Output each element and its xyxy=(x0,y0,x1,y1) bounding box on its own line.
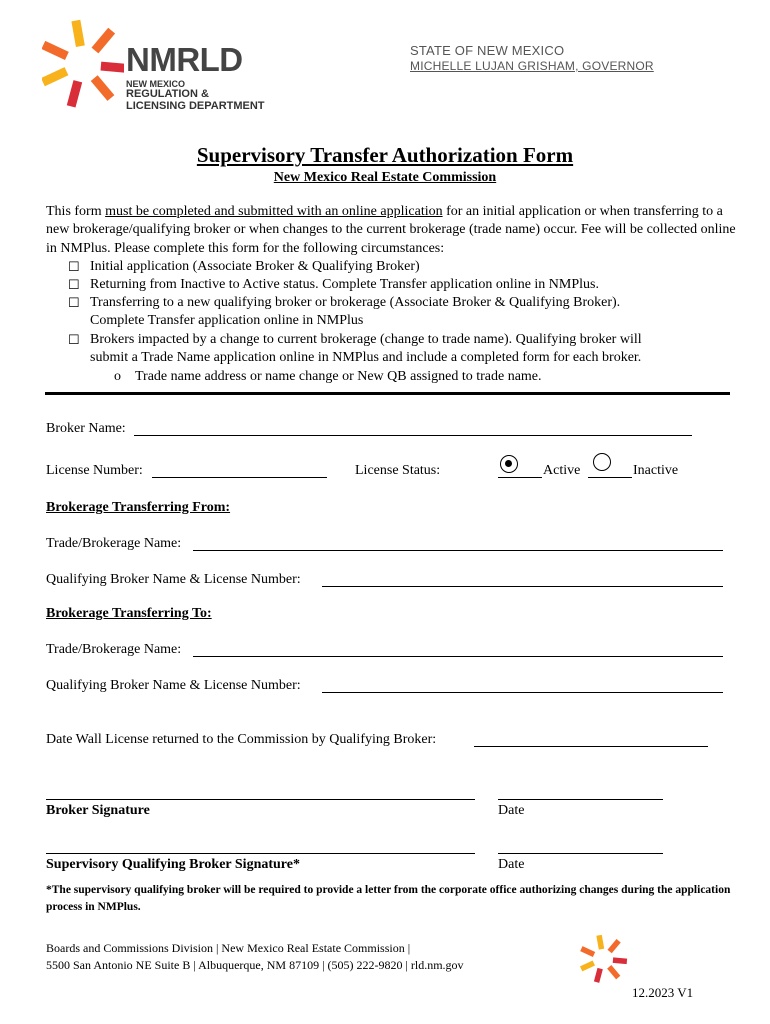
footer-line-2: 5500 San Antonio NE Suite B | Albuquerque, NM 87109 | (505) 222-9820 | rld.nm.gov xyxy=(46,958,464,972)
logo-wordmark: NMRLD xyxy=(126,41,243,78)
active-label: Active xyxy=(543,463,581,478)
to-qb-label: Qualifying Broker Name & License Number: xyxy=(46,678,301,693)
license-status-label: License Status: xyxy=(355,463,441,478)
dept-line-3: LICENSING DEPARTMENT xyxy=(126,100,265,112)
inactive-label: Inactive xyxy=(633,463,679,478)
footer-address xyxy=(46,940,464,974)
broker-name-input[interactable] xyxy=(134,435,692,436)
intro-paragraph: This form must be completed and submitted with an online application for an initial application or when transferring to a new brokerage/qualifying broker or when changes to the current brokerage (trade name) occur. Fee will be collected online in NMPlus. Please complete this form for the following circumstances: xyxy=(46,204,736,256)
wall-license-input[interactable] xyxy=(474,746,708,747)
list-item: Returning from Inactive to Active status. Complete Transfer application online in NMPlus. xyxy=(90,277,599,292)
list-item: Complete Transfer application online in NMPlus xyxy=(90,313,364,328)
checkbox-2[interactable]: ☐ xyxy=(68,277,80,292)
checkbox-1[interactable]: ☐ xyxy=(68,259,80,274)
to-trade-input[interactable] xyxy=(193,656,723,657)
to-heading: Brokerage Transferring To: xyxy=(46,606,212,621)
qb-date-line[interactable] xyxy=(498,853,663,854)
inactive-radio[interactable] xyxy=(593,453,611,471)
radio-selected-dot xyxy=(505,460,512,467)
state-heading: STATE OF NEW MEXICO xyxy=(410,43,565,58)
active-blank xyxy=(498,477,542,478)
form-title: Supervisory Transfer Authorization Form xyxy=(196,143,574,167)
footer-line-1: Boards and Commissions Division | New Mexico Real Estate Commission | xyxy=(46,941,411,955)
active-radio[interactable] xyxy=(500,455,518,473)
wall-license-label: Date Wall License returned to the Commission by Qualifying Broker: xyxy=(46,732,437,747)
date-label: Date xyxy=(498,857,525,872)
from-heading: Brokerage Transferring From: xyxy=(46,500,231,515)
from-trade-input[interactable] xyxy=(193,550,723,551)
license-number-input[interactable] xyxy=(152,477,327,478)
governor-heading: MICHELLE LUJAN GRISHAM, GOVERNOR xyxy=(410,59,654,73)
list-item: submit a Trade Name application online in NMPlus and include a completed form for each broker. xyxy=(90,350,642,365)
nmrld-logo-icon xyxy=(42,18,124,110)
license-number-label: License Number: xyxy=(46,463,143,478)
from-trade-label: Trade/Brokerage Name: xyxy=(46,536,182,551)
checkbox-4[interactable]: ☐ xyxy=(68,332,80,347)
list-item: Transferring to a new qualifying broker or brokerage (Associate Broker & Qualifying Broker). xyxy=(90,295,621,310)
list-item: Initial application (Associate Broker & Qualifying Broker) xyxy=(90,259,420,274)
broker-signature-label: Broker Signature xyxy=(46,803,150,818)
broker-name-label: Broker Name: xyxy=(46,421,126,436)
checkbox-3[interactable]: ☐ xyxy=(68,295,80,310)
inactive-blank xyxy=(588,477,632,478)
broker-signature-line[interactable] xyxy=(46,799,475,800)
section-divider xyxy=(45,392,730,395)
qb-signature-label: Supervisory Qualifying Broker Signature* xyxy=(46,857,300,872)
date-label: Date xyxy=(498,803,525,818)
supervisory-note: *The supervisory qualifying broker will be required to provide a letter from the corporate office authorizing changes during the application process in NMPlus. xyxy=(46,884,731,913)
to-qb-input[interactable] xyxy=(322,692,723,693)
footer-logo-icon xyxy=(578,934,628,984)
to-trade-label: Trade/Brokerage Name: xyxy=(46,642,182,657)
version-label: 12.2023 V1 xyxy=(632,985,694,1000)
broker-date-line[interactable] xyxy=(498,799,663,800)
dept-line-1: NEW MEXICO xyxy=(126,79,186,89)
list-item: Brokers impacted by a change to current brokerage (change to trade name). Qualifying broker will xyxy=(90,332,642,347)
form-subtitle: New Mexico Real Estate Commission xyxy=(273,170,497,185)
sub-list-item: Trade name address or name change or New QB assigned to trade name. xyxy=(135,369,542,384)
from-qb-input[interactable] xyxy=(322,586,723,587)
sub-bullet: o xyxy=(114,369,121,384)
dept-line-2: REGULATION & xyxy=(126,88,209,100)
qb-signature-line[interactable] xyxy=(46,853,475,854)
from-qb-label: Qualifying Broker Name & License Number: xyxy=(46,572,301,587)
